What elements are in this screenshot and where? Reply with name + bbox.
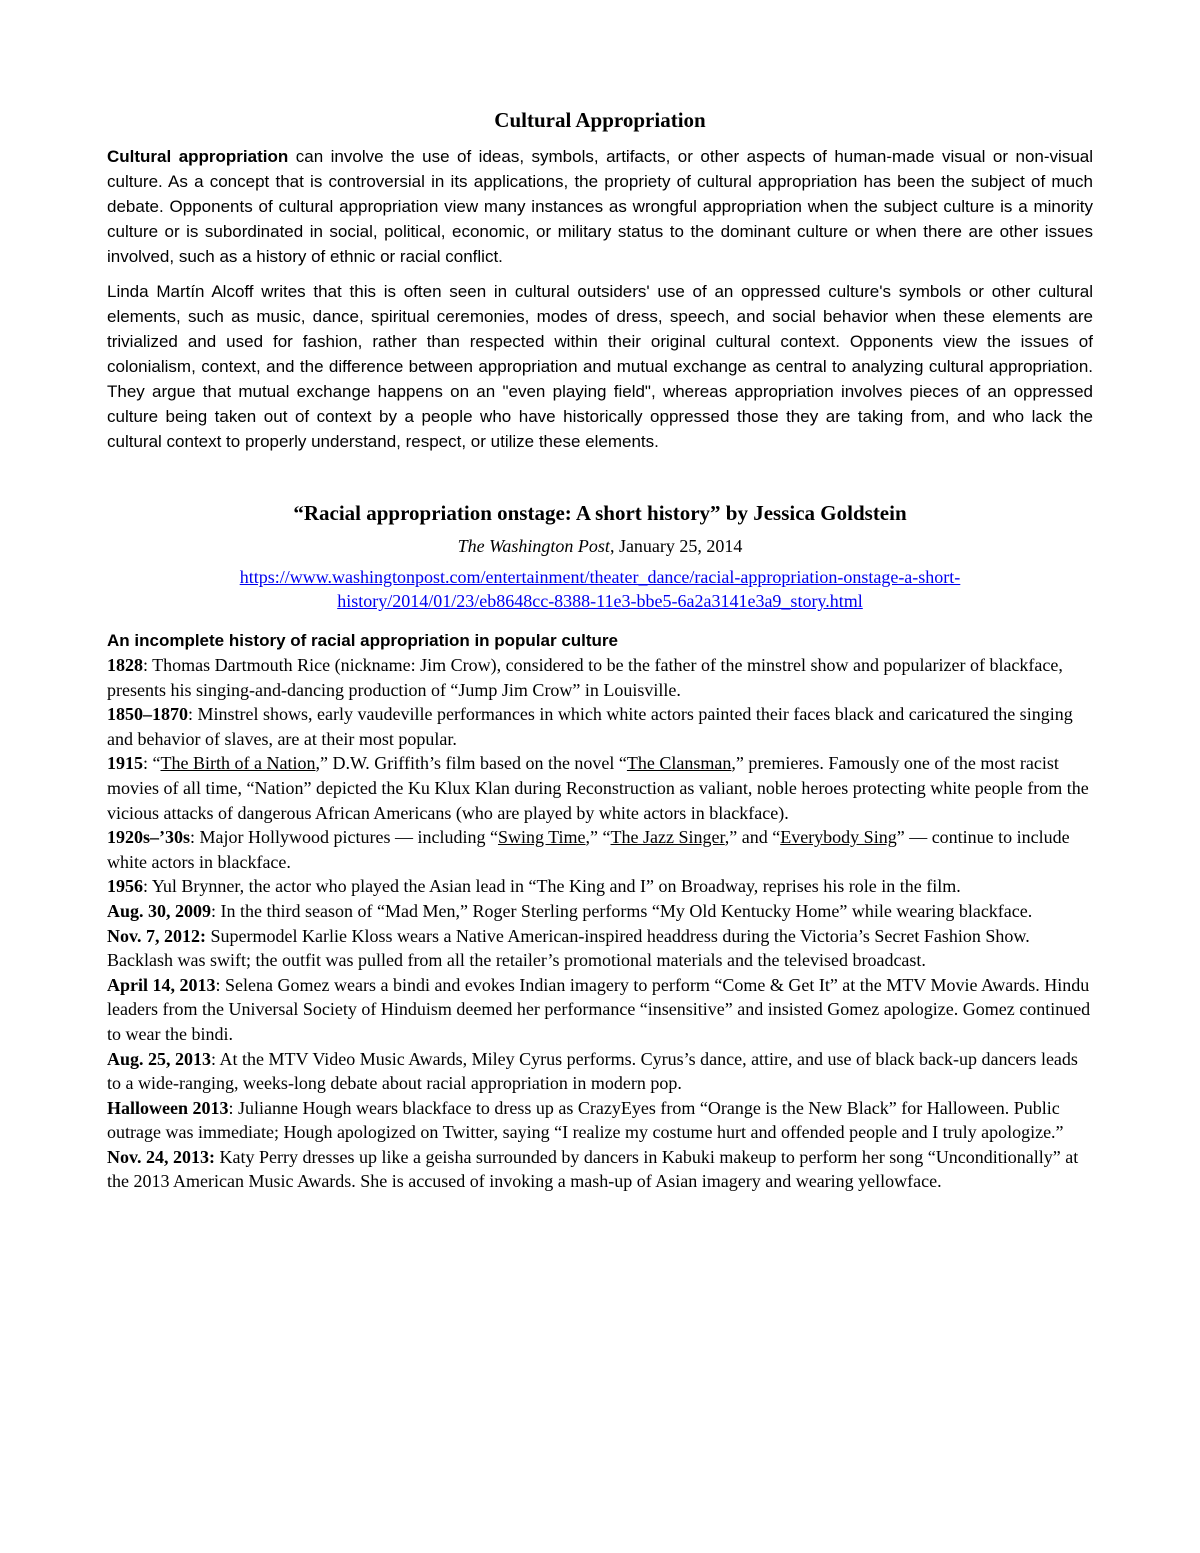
history-entry-2012 xyxy=(107,924,1093,973)
entry-text: : Yul Brynner, the actor who played the Asian lead in “The King and I” on Broadway, reprises his role in the film. xyxy=(143,876,961,897)
entry-text: : Major Hollywood pictures — including “ xyxy=(190,827,498,848)
history-entry-1956 xyxy=(107,874,1093,899)
history-entry-1828 xyxy=(107,653,1093,702)
entry-text: ” — continue to include white actors in blackface. xyxy=(107,827,1070,872)
the-jazz-singer-link[interactable]: The Jazz Singer xyxy=(610,827,725,848)
section-spacer xyxy=(107,464,1093,501)
history-entry-2009 xyxy=(107,899,1093,924)
entry-date: 1915 xyxy=(107,753,143,774)
entry-text: : Julianne Hough wears blackface to dress up as CrazyEyes from “Orange is the New Black” for Halloween. Public outrage was immediate; Hough apologized on Twitter, saying “I realize my costume hurt and offended people and I truly apologize.” xyxy=(107,1097,1064,1143)
entry-date: April 14, 2013 xyxy=(107,974,216,995)
history-heading: An incomplete history of racial appropriation in popular culture xyxy=(107,631,619,650)
intro-paragraph-2: Linda Martín Alcoff writes that this is often seen in cultural outsiders' use of an oppressed culture's symbols or other cultural elements, such as music, dance, spiritual ceremonies, modes of dress, speech, and social behavior when these elements are trivialized and used for fashion, rather than respected within their original cultural context. Opponents view the issues of colonialism, context, and the difference between appropriation and mutual exchange as central to analyzing cultural appropriation. They argue that mutual exchange happens on an "even playing field", whereas appropriation involves pieces of an oppressed culture being taken out of context by a people who have historically oppressed those they are taking from, and who lack the cultural context to properly understand, respect, or utilize these elements. xyxy=(107,282,1093,451)
article-url-link[interactable] xyxy=(107,565,1093,613)
history-entry-1920s xyxy=(107,825,1093,874)
entry-date: 1920s–’30s xyxy=(107,827,191,848)
entry-text: ,” D.W. Griffith’s film based on the novel “ xyxy=(315,753,627,774)
entry-text: : Selena Gomez wears a bindi and evokes Indian imagery to perform “Come & Get It” at the MTV Movie Awards. Hindu leaders from the Universal Society of Hinduism deemed her performance “insensitive” and insisted Gomez apologize. Gomez continued to wear the bindi. xyxy=(107,974,1091,1044)
history-entry-2013-nov xyxy=(107,1145,1093,1194)
history-entry-1915 xyxy=(107,751,1093,825)
history-entry-2013-aug xyxy=(107,1047,1093,1096)
history-entry-1850 xyxy=(107,702,1093,751)
entry-date: Halloween 2013 xyxy=(107,1097,229,1118)
intro-paragraph-1-text: can involve the use of ideas, symbols, artifacts, or other aspects of human-made visual or non-visual culture. As a concept that is controversial in its applications, the propriety of cultural appropriation has been the subject of much debate. Opponents of cultural appropriation view many instances as wrongful appropriation when the subject culture is a minority culture or is subordinated in social, political, economic, or military status to the dominant culture or when there are other issues involved, such as a history of ethnic or racial conflict. xyxy=(107,147,1094,266)
article-title: “Racial appropriation onstage: A short history” by Jessica Goldstein xyxy=(293,501,907,525)
url-line-1[interactable]: https://www.washingtonpost.com/entertainment/theater_dance/racial-appropriation-onstage-a-short- xyxy=(239,567,961,587)
entry-text: : At the MTV Video Music Awards, Miley Cyrus performs. Cyrus’s dance, attire, and use of black back-up dancers leads to a wide-ranging, weeks-long debate about racial appropriation in modern pop. xyxy=(107,1048,1078,1094)
entry-text: ,” premieres. Famously one of the most racist movies of all time, “Nation” depicted the Ku Klux Klan during Reconstruction as valiant, noble heroes protecting white people from the vicious attacks of dangerous African Americans (who are played by white actors in blackface). xyxy=(107,753,1089,823)
intro-paragraph-1 xyxy=(107,144,1093,269)
entry-text: ,” “ xyxy=(585,827,611,848)
publication-date: , January 25, 2014 xyxy=(609,536,743,556)
birth-of-a-nation-link[interactable]: The Birth of a Nation xyxy=(160,753,316,774)
publication-name: The Washington Post xyxy=(457,536,610,556)
entry-text: : Thomas Dartmouth Rice (nickname: Jim Crow), considered to be the father of the minstrel show and popularizer of blackface, presents his singing-and-dancing production of “Jump Jim Crow” in Louisville. xyxy=(107,655,1063,700)
url-line-2[interactable]: history/2014/01/23/eb8648cc-8388-11e3-bbe5-6a2a3141e3a9_story.html xyxy=(337,591,863,611)
intro-term: Cultural appropriation xyxy=(107,147,289,166)
entry-text: : Minstrel shows, early vaudeville performances in which white actors painted their faces black and caricatured the singing and behavior of slaves, are at their most popular. xyxy=(107,704,1073,749)
document-title: Cultural Appropriation xyxy=(494,108,706,132)
entry-text: : “ xyxy=(143,753,161,774)
the-clansman-link[interactable]: The Clansman xyxy=(626,753,732,774)
entry-date: Aug. 25, 2013 xyxy=(107,1048,212,1069)
entry-date: Aug. 30, 2009 xyxy=(107,900,212,921)
entry-text: Supermodel Karlie Kloss wears a Native American-inspired headdress during the Victoria’s Secret Fashion Show. Backlash was swift; the outfit was pulled from all the retailer’s promotional materials and the televised broadcast. xyxy=(107,925,1030,971)
entry-date: 1850–1870 xyxy=(107,704,188,725)
everybody-sing-link[interactable]: Everybody Sing xyxy=(780,827,897,848)
entry-date: 1828 xyxy=(107,655,143,675)
entry-date: Nov. 7, 2012: xyxy=(107,925,206,946)
entry-date: 1956 xyxy=(107,876,143,897)
article-source xyxy=(107,536,1093,557)
entry-date: Nov. 24, 2013: xyxy=(107,1146,215,1167)
history-entry-2013-halloween xyxy=(107,1096,1093,1145)
swing-time-link[interactable]: Swing Time xyxy=(497,827,586,848)
entry-text: Katy Perry dresses up like a geisha surrounded by dancers in Kabuki makeup to perform her song “Unconditionally” at the 2013 American Music Awards. She is accused of invoking a mash-up of Asian imagery and wearing yellowface. xyxy=(107,1146,1079,1192)
entry-text: ,” and “ xyxy=(724,827,781,848)
entry-text: : In the third season of “Mad Men,” Roger Sterling performs “My Old Kentucky Home” while wearing blackface. xyxy=(211,900,1033,921)
history-entry-2013-april xyxy=(107,973,1093,1047)
document-page xyxy=(107,100,1093,1194)
